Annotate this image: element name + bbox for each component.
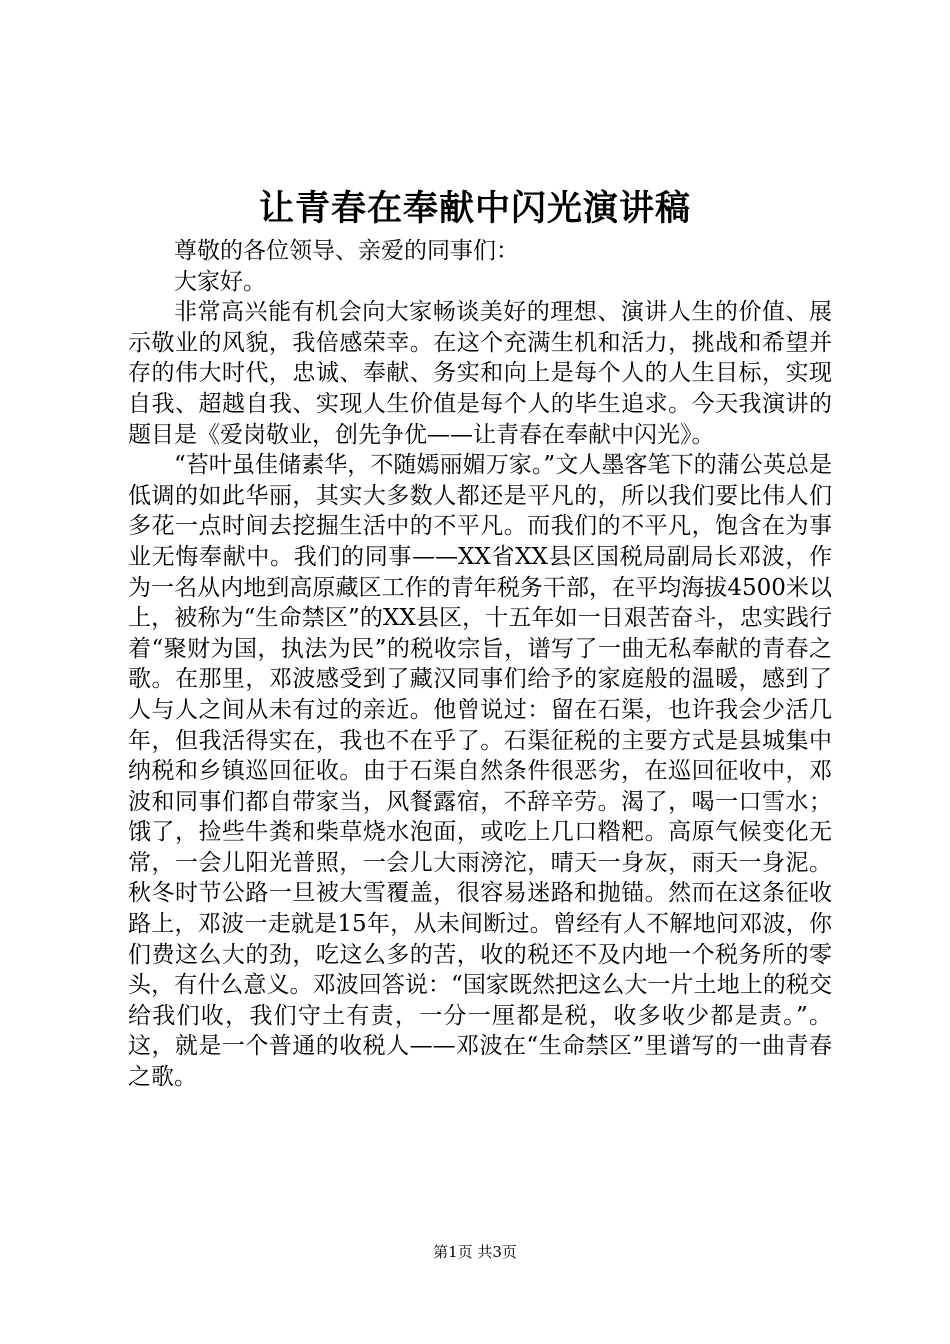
story-paragraph: “苔叶虽佳储素华，不随嫣丽媚万家。”文人墨客笔下的蒲公英总是低调的如此华丽，其实大多数人都还是平凡的，所以我们要比伟人们多花一点时间去挖掘生活中的不平凡。而我们的不平凡，饱含在为事业无悔奉献中。我们的同事——XX省XX县区国税局副局长邓波，作为一名从内地到高原藏区工作的青年税务干部，在平均海拔4500米以上，被称为“生命禁区”的XX县区，十五年如一日艰苦奋斗，忠实践行着“聚财为国，执法为民”的税收宗旨，谱写了一曲无私奉献的青春之歌。在那里，邓波感受到了藏汉同事们给予的家庭般的温暖，感到了人与人之间从未有过的亲近。他曾说过：留在石渠，也许我会少活几年，但我活得实在，我也不在乎了。石渠征税的主要方式是县城集中纳税和乡镇巡回征收。由于石渠自然条件很恶劣，在巡回征收中，邓波和同事们都自带家当，风餐露宿，不辞辛劳。渴了，喝一口雪水；饿了，捡些牛粪和柴草烧水泡面，或吃上几口糌粑。高原气候变化无常，一会儿阳光普照，一会儿大雨滂沱，晴天一身灰，雨天一身泥。秋冬时节公路一旦被大雪覆盖，很容易迷路和抛锚。然而在这条征收路上，邓波一走就是15年，从未间断过。曾经有人不解地问邓波，你们费这么大的劲，吃这么多的苦，收的税还不及内地一个税务所的零头，有什么意义。邓波回答说：“国家既然把这么大一片土地上的税交给我们收，我们守土有责，一分一厘都是税，收多收少都是责。”。这，就是一个普通的收税人——邓波在“生命禁区”里谱写的一曲青春之歌。	[128, 452, 832, 1091]
page-number-footer: 第1页 共3页	[433, 1243, 517, 1261]
intro-paragraph: 非常高兴能有机会向大家畅谈美好的理想、演讲人生的价值、展示敬业的风貌，我倍感荣幸。在这个充满生机和活力，挑战和希望并存的伟大时代，忠诚、奉献、务实和向上是每个人的人生目标，实现自我、超越自我、实现人生价值是每个人的毕生追求。今天我演讲的题目是《爱岗敬业，创先争优——让青春在奉献中闪光》。	[128, 299, 832, 448]
greeting-paragraph: 大家好。	[174, 268, 266, 295]
salutation-paragraph: 尊敬的各位领导、亲爱的同事们：	[174, 238, 519, 264]
document-body	[128, 236, 832, 1093]
document-title: 让青春在奉献中闪光演讲稿	[258, 188, 691, 229]
